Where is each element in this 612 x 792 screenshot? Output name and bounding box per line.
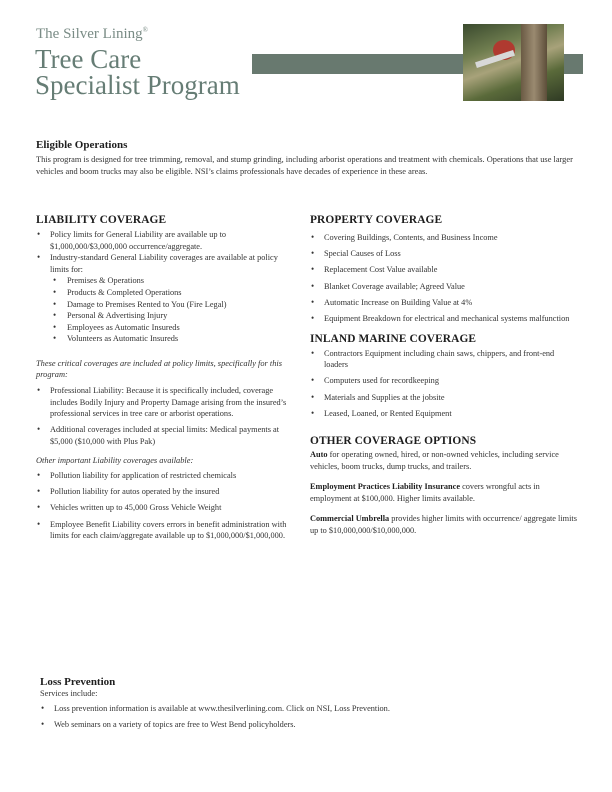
list-item: • Blanket Coverage available; Agreed Value — [310, 281, 580, 293]
brand-name: The Silver Lining® — [36, 26, 148, 42]
page-title-line-2: Specialist Program — [35, 70, 240, 100]
property-heading: PROPERTY COVERAGE — [310, 214, 443, 226]
other-liability-list — [36, 470, 296, 542]
loss-prevention-list — [40, 703, 580, 731]
page-title-line-1: Tree Care — [35, 44, 142, 74]
auto-label: Auto — [310, 450, 328, 460]
liability-heading: LIABILITY COVERAGE — [36, 214, 167, 226]
inland-marine-list — [310, 348, 580, 420]
list-item: • Web seminars on a variety of topics are free to West Bend policyholders. — [40, 719, 580, 731]
list-item: • Materials and Supplies at the jobsite — [310, 392, 580, 404]
loss-prevention-subheading: Services include: — [40, 689, 98, 698]
eligible-operations-heading: Eligible Operations — [36, 139, 128, 151]
epli-option: Employment Practices Liability Insurance covers wrongful acts in employment at $100,000. Higher limits available. — [310, 482, 540, 503]
list-item: • Replacement Cost Value available — [310, 264, 580, 276]
property-column — [310, 214, 580, 536]
list-item: • Policy limits for General Liability are available up to $1,000,000/$3,000,000 occurrence/aggregate. — [36, 229, 296, 252]
eligible-operations-text: This program is designed for tree trimming, removal, and stump grinding, including arborist operations and treatment with chemicals. Operations that use larger vehicles and boom trucks may also be eligible. NSI’s claims professionals have decades of experience in these areas. — [36, 155, 573, 176]
list-item: • Contractors Equipment including chain saws, chippers, and front-end loaders — [310, 348, 580, 371]
epli-label: Employment Practices Liability Insurance — [310, 482, 461, 492]
tree-trunk-shape — [521, 24, 547, 101]
list-item: • Equipment Breakdown for electrical and mechanical systems malfunction — [310, 313, 580, 325]
list-item: • Damage to Premises Rented to You (Fire Legal) — [50, 299, 296, 311]
auto-option: Auto for operating owned, hired, or non-owned vehicles, including service vehicles, boom trucks, dump trucks, and trailers. — [310, 450, 559, 471]
page-title — [35, 46, 240, 98]
loss-prevention-section — [40, 676, 580, 735]
list-item: • Professional Liability: Because it is specifically included, coverage includes Bodily Injury and Property Damage arising from the insured’s professional services in tree care or arborist operations. — [36, 385, 296, 420]
list-item: • Loss prevention information is available at www.thesilverlining.com. Click on NSI, Loss Prevention. — [40, 703, 580, 715]
other-liability-note: Other important Liability coverages available: — [36, 455, 194, 465]
list-item: • Products & Completed Operations — [50, 287, 296, 299]
liability-list — [36, 229, 296, 275]
list-item: • Industry-standard General Liability coverages are available at policy limits for: — [36, 252, 296, 275]
list-item: • Automatic Increase on Building Value at 4% — [310, 297, 580, 309]
list-item: • Pollution liability for application of restricted chemicals — [36, 470, 296, 482]
other-options-heading: OTHER COVERAGE OPTIONS — [310, 435, 477, 448]
list-item: • Computers used for recordkeeping — [310, 375, 580, 387]
arborist-photo — [463, 24, 564, 101]
list-item: • Additional coverages included at special limits: Medical payments at $5,000 ($10,000 with Plus Pak) — [36, 424, 296, 447]
umbrella-option: Commercial Umbrella provides higher limits with occurrence/ aggregate limits up to $10,000,000/$10,000,000. — [310, 514, 577, 535]
registered-mark: ® — [142, 26, 148, 34]
critical-coverages-note: These critical coverages are included at policy limits, specifically for this program: — [36, 358, 283, 380]
list-item: • Pollution liability for autos operated by the insured — [36, 486, 296, 498]
list-item: • Leased, Loaned, or Rented Equipment — [310, 408, 580, 420]
liability-column — [36, 214, 296, 546]
critical-coverages-list — [36, 385, 296, 448]
inland-marine-heading: INLAND MARINE COVERAGE — [310, 332, 477, 345]
list-item: • Special Causes of Loss — [310, 248, 580, 260]
list-item: • Employee Benefit Liability covers errors in benefit administration with limits for each claim/aggregate available up to $1,000,000/$1,000,000. — [36, 519, 296, 542]
list-item: • Employees as Automatic Insureds — [50, 322, 296, 334]
list-item: • Volunteers as Automatic Insureds — [50, 333, 296, 345]
eligible-operations-section — [36, 139, 584, 177]
list-item: • Covering Buildings, Contents, and Business Income — [310, 232, 580, 244]
list-item: • Personal & Advertising Injury — [50, 310, 296, 322]
loss-prevention-heading: Loss Prevention — [40, 676, 116, 688]
umbrella-label: Commercial Umbrella — [310, 514, 390, 524]
list-item: • Premises & Operations — [50, 275, 296, 287]
property-list — [310, 232, 580, 325]
liability-sub-list — [36, 275, 296, 345]
list-item: • Vehicles written up to 45,000 Gross Vehicle Weight — [36, 502, 296, 514]
